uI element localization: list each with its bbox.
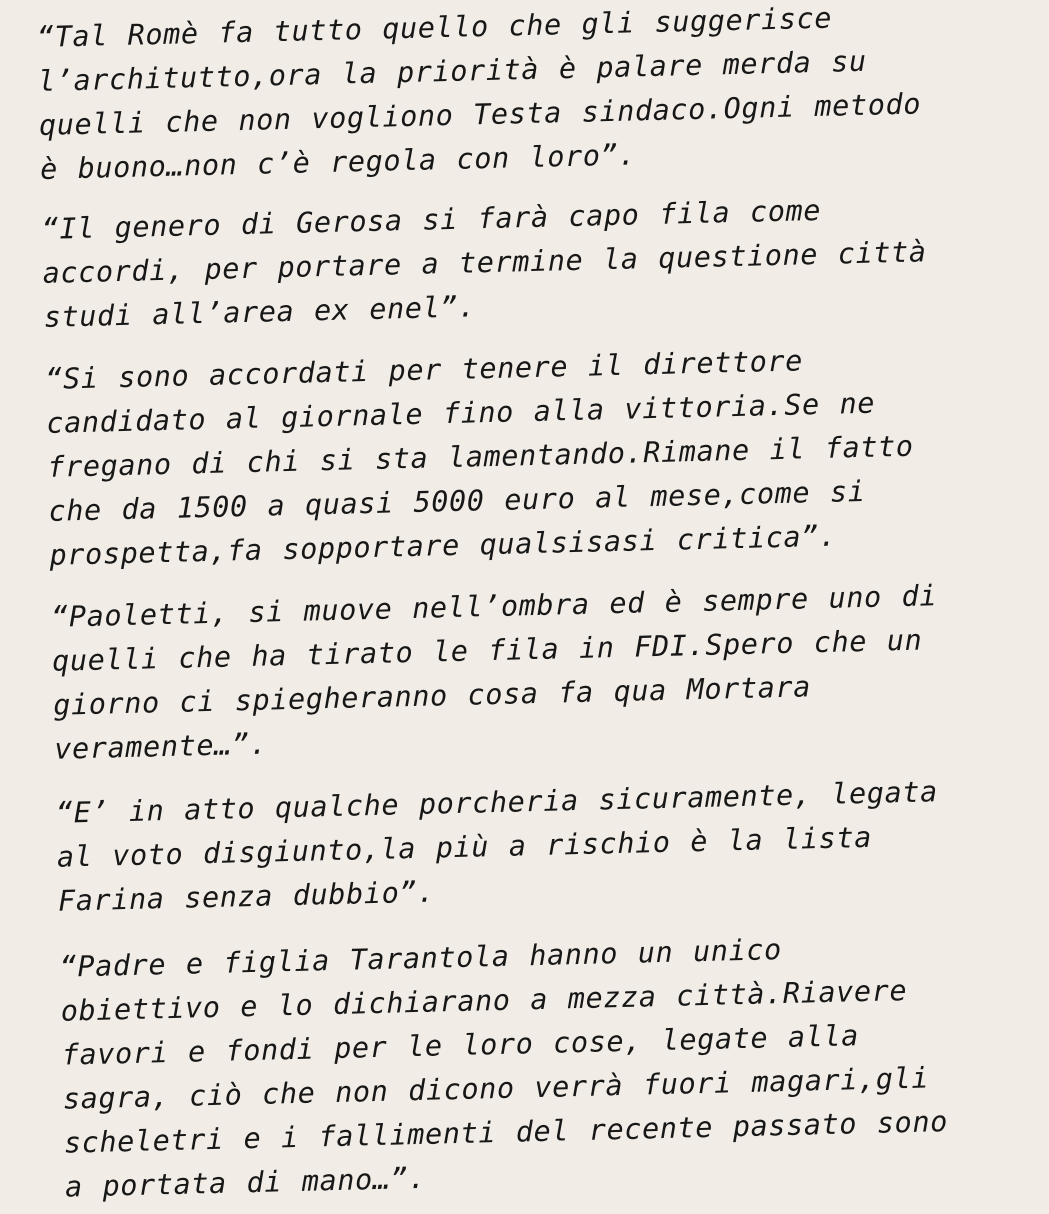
text-line: “Tal Romè fa tutto quello che gli suggerisce: [36, 1, 833, 54]
text-line: fregano di chi si sta lamentando.Rimane il fatto: [47, 429, 914, 484]
document-text: [36, 0, 1049, 1210]
text-line: accordi, per portare a termine la questione città: [42, 235, 927, 290]
quote-paragraph-2: [41, 184, 1034, 340]
text-line: “Paoletti, si muove nell’ombra ed è sempre uno di: [50, 579, 938, 634]
text-line: scheletri e i fallimenti del recente passato sono: [63, 1105, 949, 1160]
text-line: quelli che ha tirato le fila in FDI.Spero che un: [51, 623, 923, 678]
text-line: sagra, ciò che non dicono verrà fuori magari,gli: [62, 1061, 930, 1116]
text-line: “Si sono accordati per tenere il direttore: [44, 344, 804, 396]
text-line: “E’ in atto qualche porcheria sicuramente, legata: [55, 775, 939, 830]
text-line: veramente…”.: [53, 727, 268, 766]
text-line: favori e fondi per le loro cose, legate alla: [61, 1019, 860, 1072]
text-line: è buono…non c’è regola con loro”.: [39, 138, 637, 186]
quote-paragraph-3: [45, 334, 1040, 578]
text-line: studi all’area ex enel”.: [43, 290, 477, 334]
text-line: l’architutto,ora la priorità è palare merda su: [37, 44, 868, 98]
text-line: “Padre e figlia Tarantola hanno un unico: [59, 933, 783, 984]
text-line: quelli che non vogliono Testa sindaco.Ogni metodo: [38, 87, 922, 142]
text-line: giorno ci spiegheranno cosa fa qua Mortara: [52, 670, 812, 722]
text-line: Farina senza dubbio”.: [57, 875, 436, 918]
text-line: che da 1500 a quasi 5000 euro al mese,come si: [48, 474, 866, 528]
quote-paragraph-1: [36, 0, 1030, 192]
text-line: “Il genero di Gerosa si farà capo fila come: [41, 193, 822, 246]
quote-paragraph-6: [59, 922, 1049, 1210]
quote-paragraph-4: [51, 572, 1045, 772]
text-line: al voto disgiunto,la più a rischio è la lista: [56, 820, 873, 874]
text-line: prospetta,fa sopportare qualsisasi critica”.: [49, 519, 838, 572]
text-line: candidato al giornale fino alla vittoria.Se ne: [45, 386, 876, 440]
quote-paragraph-5: [55, 768, 1048, 924]
text-line: a portata di mano…”.: [64, 1161, 427, 1204]
text-line: obiettivo e lo dichiarano a mezza città.Riavere: [60, 974, 908, 1028]
